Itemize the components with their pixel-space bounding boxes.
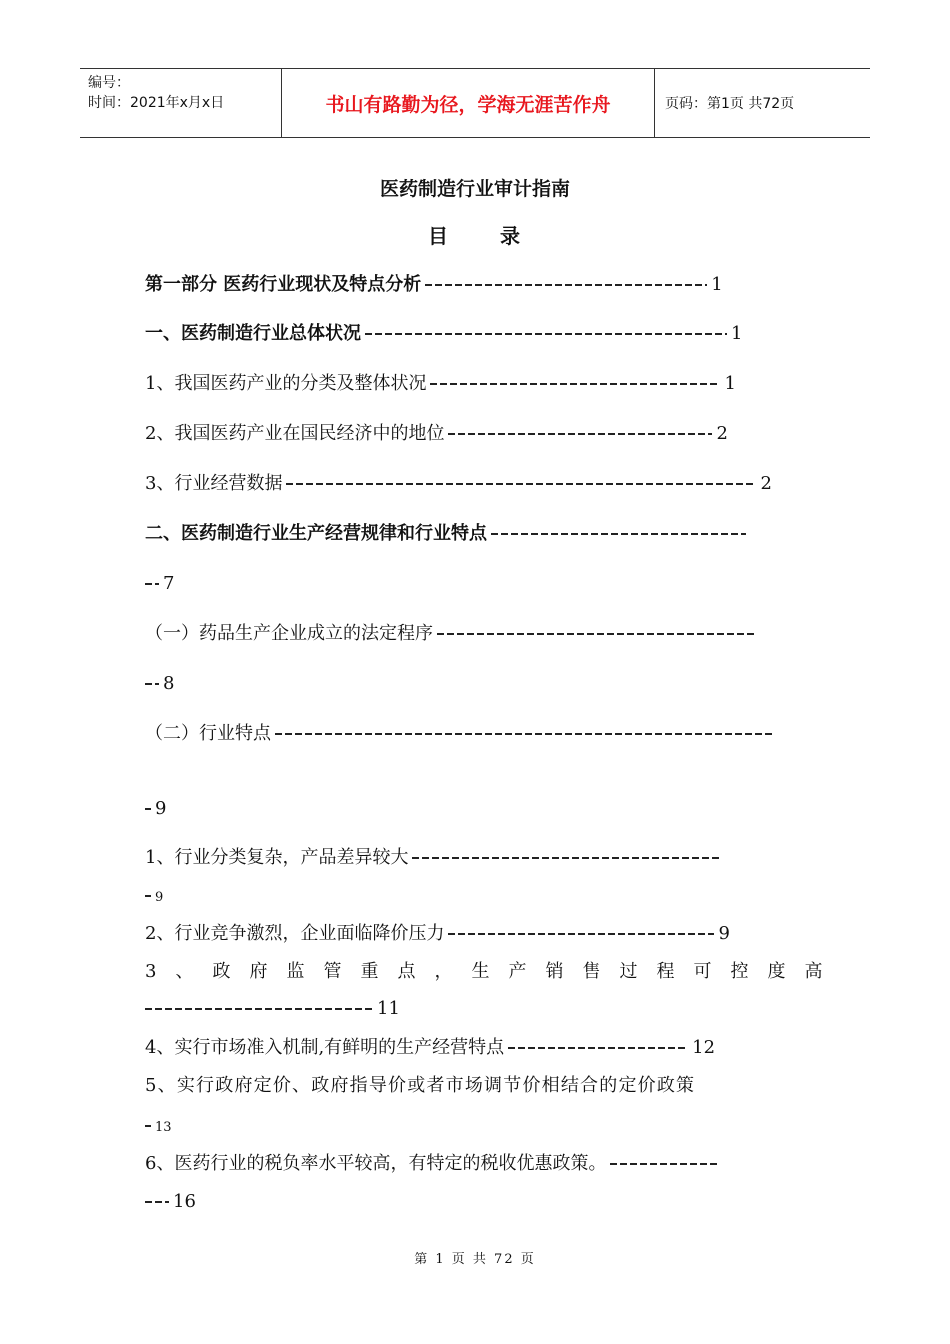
- toc-leader: [145, 683, 159, 685]
- toc-entry-page: 7: [163, 573, 175, 594]
- header-page-info: 页码：第1页 共72页: [665, 96, 795, 112]
- toc-entry-continuation: [145, 572, 174, 596]
- toc-entry-page: 1: [711, 274, 723, 295]
- toc-entry[interactable]: [145, 722, 779, 746]
- toc-entry-page: 2: [760, 473, 772, 494]
- toc-leader: [412, 857, 720, 859]
- toc-entry-page: 9: [155, 890, 164, 905]
- toc-entry[interactable]: [145, 322, 742, 346]
- toc-entry-continuation: [145, 1190, 196, 1214]
- toc-entry-text: 2、我国医药产业在国民经济中的地位: [145, 423, 445, 444]
- toc-entry-text: 3、政府监管重点，生产销售过程可控度高: [145, 961, 842, 982]
- toc-leader: [145, 1125, 151, 1127]
- motto-text: 书山有路勤为径，学海无涯苦作舟: [281, 69, 655, 137]
- toc-entry-text: 3、行业经营数据: [145, 473, 283, 494]
- toc-entry[interactable]: [145, 1152, 724, 1176]
- toc-leader: [437, 633, 757, 635]
- toc-entry[interactable]: [145, 1074, 695, 1098]
- toc-entry-text: 1、行业分类复杂，产品差异较大: [145, 847, 409, 868]
- toc-entry-text: 2、行业竞争激烈，企业面临降价压力: [145, 923, 445, 944]
- document-title: 医药制造行业审计指南: [379, 178, 570, 200]
- toc-leader: [430, 383, 720, 385]
- toc-heading: [0, 220, 950, 249]
- toc-leader: [491, 533, 746, 535]
- page-header: [80, 68, 870, 138]
- toc-entry[interactable]: [145, 422, 728, 446]
- toc-entry-continuation: [145, 884, 163, 910]
- toc-heading-part-1: 目: [428, 224, 450, 248]
- toc-entry[interactable]: [145, 1036, 715, 1060]
- toc-leader: [508, 1047, 688, 1049]
- toc-entry-page: 2: [716, 423, 728, 444]
- toc-entry-text: 1、我国医药产业的分类及整体状况: [145, 373, 427, 394]
- toc-entry[interactable]: [145, 922, 730, 946]
- header-left-cell: [80, 69, 281, 137]
- toc-entry[interactable]: [145, 522, 750, 546]
- toc-leader: [286, 483, 756, 485]
- toc-leader: [145, 583, 159, 585]
- toc-entry-page: 13: [155, 1120, 172, 1135]
- toc-leader: [145, 895, 151, 897]
- toc-leader: [448, 933, 714, 935]
- toc-entry-text: 4、实行市场准入机制,有鲜明的生产经营特点: [145, 1037, 505, 1058]
- toc-entry[interactable]: [145, 960, 841, 984]
- toc-entry[interactable]: [145, 846, 724, 870]
- toc-entry-text: 二、医药制造行业生产经营规律和行业特点: [145, 523, 487, 544]
- toc-heading-part-2: 录: [500, 224, 522, 248]
- toc-entry-page: 12: [692, 1037, 716, 1058]
- toc-entry[interactable]: [145, 372, 736, 396]
- toc-leader: [365, 333, 727, 335]
- toc-leader: [275, 733, 775, 735]
- toc-leader: [145, 1008, 373, 1010]
- toc-entry[interactable]: [145, 472, 772, 496]
- toc-entry-page: 9: [155, 798, 167, 819]
- number-label: 编号：: [88, 75, 130, 91]
- toc-entry-page: 9: [718, 923, 730, 944]
- toc-leader: [145, 1201, 169, 1203]
- toc-entry[interactable]: [145, 622, 761, 646]
- toc-entry-page: 8: [163, 673, 175, 694]
- toc-entry-continuation: [145, 797, 166, 821]
- toc-entry[interactable]: [145, 273, 723, 297]
- toc-leader: [425, 284, 707, 286]
- toc-leader: [145, 808, 151, 810]
- page-footer: 第 1 页 共 72 页: [414, 1252, 536, 1267]
- toc-entry-text: （二）行业特点: [145, 723, 271, 744]
- toc-entry-text: 5、实行政府定价、政府指导价或者市场调节价相结合的定价政策: [145, 1075, 696, 1096]
- toc-entry-page: 1: [724, 373, 736, 394]
- toc-entry-text: 6、医药行业的税负率水平较高，有特定的税收优惠政策。: [145, 1153, 607, 1174]
- toc-entry-continuation: [145, 1114, 172, 1140]
- toc-entry-page: 11: [377, 998, 400, 1019]
- toc-entry-text: 第一部分 医药行业现状及特点分析: [145, 274, 422, 295]
- date-text: 时间：2021年x月x日: [88, 95, 225, 111]
- toc-leader: [610, 1163, 720, 1165]
- toc-entry-continuation: [145, 997, 400, 1021]
- toc-entry-continuation: [145, 672, 174, 696]
- toc-leader: [448, 433, 712, 435]
- toc-entry-text: （一）药品生产企业成立的法定程序: [145, 623, 433, 644]
- toc-entry-page: 16: [173, 1191, 196, 1212]
- toc-entry-text: 一、医药制造行业总体状况: [145, 323, 361, 344]
- toc-entry-page: 1: [731, 323, 743, 344]
